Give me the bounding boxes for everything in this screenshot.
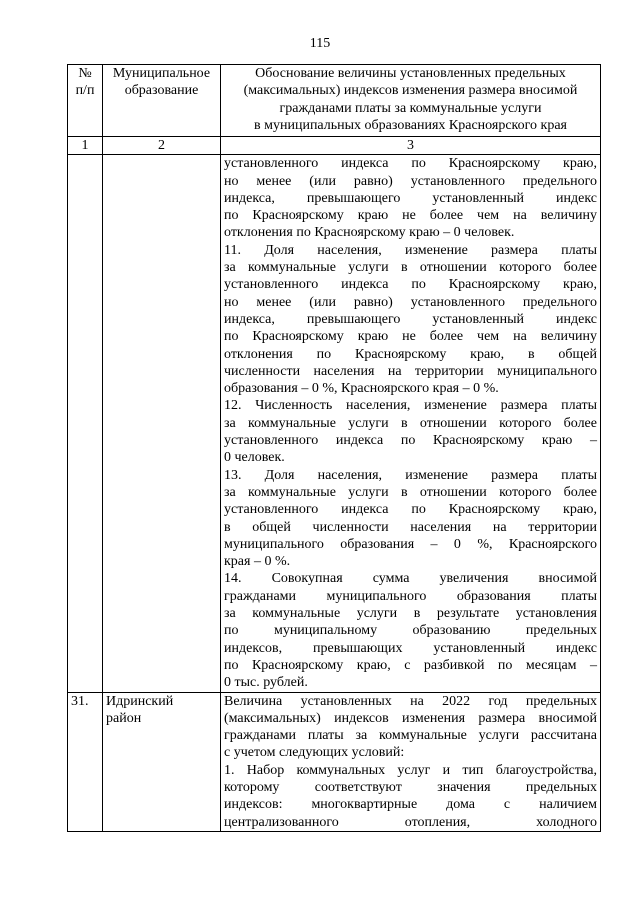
- text-line: индекса, превышающего установленный индекс: [224, 190, 597, 206]
- text-line: 11. Доля населения, изменение размера платы: [224, 242, 597, 258]
- text-line: по Красноярскому краю, с разбивкой по месяцам –: [224, 657, 597, 673]
- continuation-row: [68, 155, 601, 692]
- header-number-cell: [68, 65, 103, 137]
- table-row: [68, 692, 601, 831]
- text-line: за коммунальные услуги в отношении которого более: [224, 415, 597, 431]
- text-line: 0 человек.: [224, 450, 285, 466]
- text-line: индекса, превышающего установленный индекс: [224, 311, 597, 327]
- text-line: (максимальных) индексов изменения размера вносимой: [224, 710, 597, 726]
- text-line: по муниципальному образованию предельных: [224, 623, 597, 639]
- text-line: по Красноярскому краю не более чем на величину: [224, 329, 597, 345]
- municipality-cell: [103, 692, 221, 831]
- tariff-index-table: [67, 64, 601, 832]
- text-line: за коммунальные услуги в результате установления: [224, 606, 597, 622]
- text-line: за коммунальные услуги в отношении которого более: [224, 260, 597, 276]
- municipality-name-line: район: [106, 710, 142, 726]
- text-line: 12. Численность населения, изменение размера платы: [224, 398, 597, 414]
- text-line: 1. Набор коммунальных услуг и тип благоустройства,: [224, 762, 597, 778]
- row-number-cell: [68, 155, 103, 692]
- text-line: за коммунальные услуги в отношении которого более: [224, 484, 597, 500]
- text-line: Величина установленных на 2022 год предельных: [224, 693, 597, 709]
- header-justification-line: в муниципальных образованиях Красноярского края: [254, 117, 567, 133]
- header-municipality-label: Муниципальное образование: [112, 66, 211, 99]
- header-justification-line: (максимальных) индексов изменения размера вносимой: [243, 83, 578, 99]
- text-line: но менее (или равно) установленного предельного: [224, 173, 597, 189]
- justification-cell: [221, 692, 601, 831]
- text-line: 14. Совокупная сумма увеличения вносимой: [224, 571, 597, 587]
- text-line: численности населения на территории муниципального: [224, 363, 597, 379]
- row-number-cell: 31.: [68, 692, 103, 831]
- text-line: индексов, превышающих установленный индекс: [224, 640, 597, 656]
- header-number-label: № п/п: [75, 66, 95, 99]
- text-line: муниципального образования – 0 %, Красноярского: [224, 536, 597, 552]
- municipality-name-line: Идринский: [106, 693, 174, 709]
- text-line: с учетом следующих условий:: [224, 745, 405, 761]
- text-line: отклонения по Красноярскому краю – 0 человек.: [224, 225, 515, 241]
- column-number: 3: [221, 137, 601, 155]
- text-line: по Красноярскому краю не более чем на величину: [224, 208, 597, 224]
- text-line: края – 0 %.: [224, 554, 291, 570]
- text-line: установленного индекса по Красноярскому краю –: [224, 433, 597, 449]
- column-number: 1: [68, 137, 103, 155]
- column-number: 2: [103, 137, 221, 155]
- text-line: гражданами платы за коммунальные услуги рассчитана: [224, 728, 597, 744]
- header-justification-cell: [221, 65, 601, 137]
- text-line: установленного индекса по Красноярскому краю,: [224, 502, 597, 518]
- page-number: 115: [309, 36, 331, 51]
- column-numbering-row: [68, 137, 601, 155]
- text-line: которому соответствуют значения предельных: [224, 779, 597, 795]
- header-municipality-cell: [103, 65, 221, 137]
- header-justification-line: гражданами платы за коммунальные услуги: [279, 100, 542, 116]
- header-justification-line: Обоснование величины установленных предельных: [255, 66, 566, 81]
- text-line: но менее (или равно) установленного предельного: [224, 294, 597, 310]
- text-line: отклонения по Красноярскому краю, в общей: [224, 346, 597, 362]
- text-line: индексов: многоквартирные дома с наличием: [224, 797, 597, 813]
- municipality-cell: [103, 155, 221, 692]
- text-line: гражданами муниципального образования платы: [224, 588, 597, 604]
- text-line: в общей численности населения на территории: [224, 519, 597, 535]
- text-line: установленного индекса по Красноярскому краю,: [224, 277, 597, 293]
- text-line: 0 тыс. рублей.: [224, 675, 308, 691]
- justification-cell: [221, 155, 601, 692]
- text-line: установленного индекса по Красноярскому краю,: [224, 156, 597, 172]
- text-line: централизованного отопления, холодного: [224, 814, 597, 830]
- text-line: 13. Доля населения, изменение размера платы: [224, 467, 597, 483]
- table-header-row: [68, 65, 601, 137]
- text-line: образования – 0 %, Красноярского края – 0 %.: [224, 381, 499, 397]
